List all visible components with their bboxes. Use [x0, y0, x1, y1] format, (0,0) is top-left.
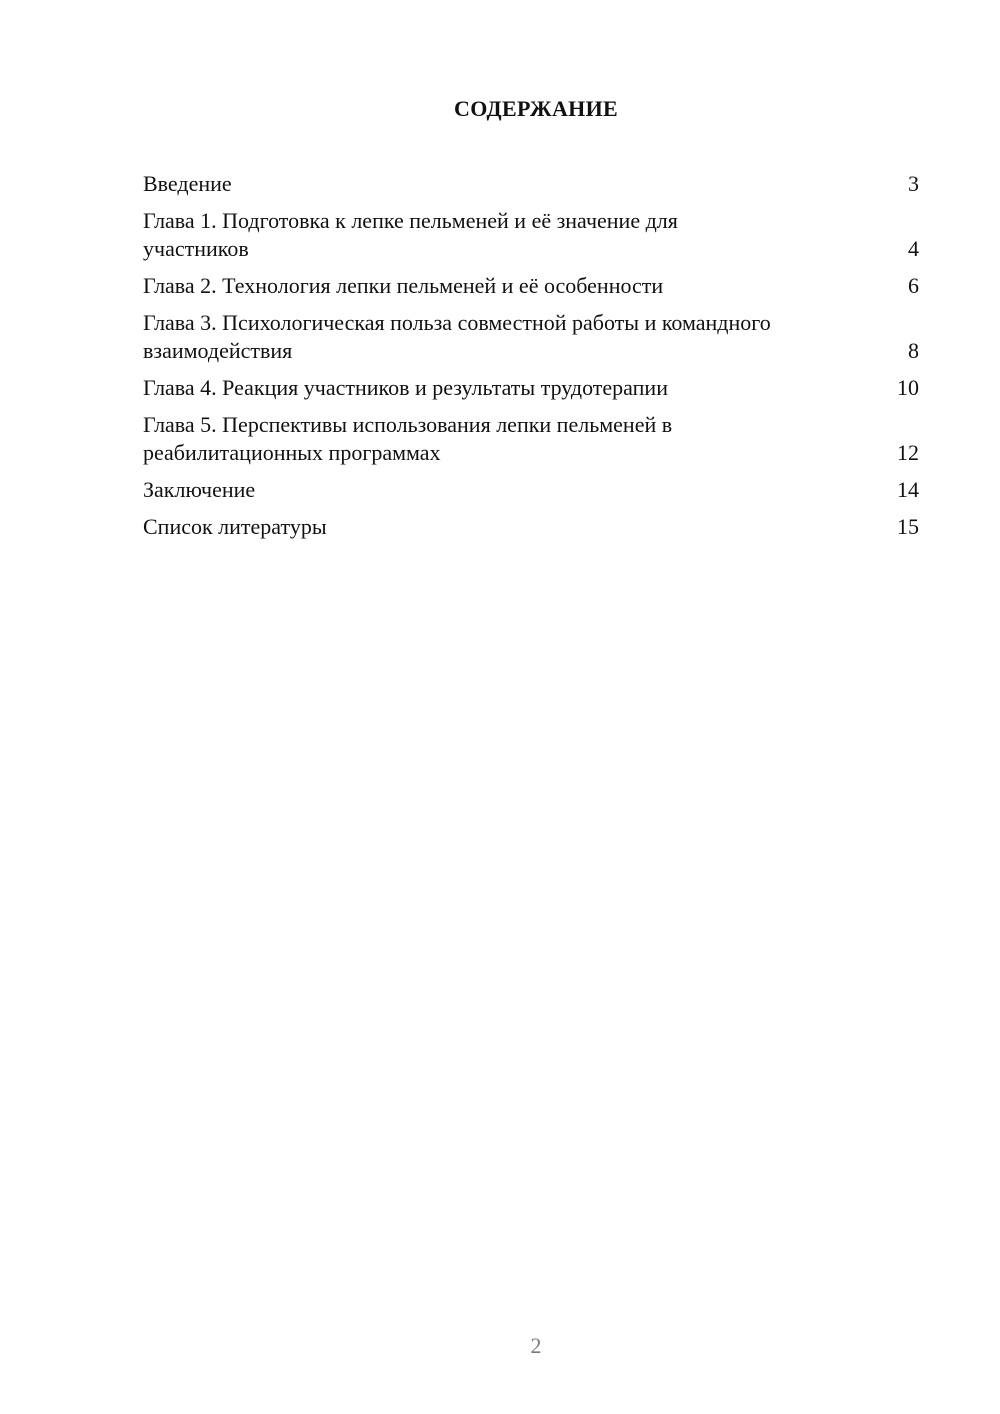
toc-item-label: Глава 3. Психологическая польза совместной работы и командного взаимодействия	[143, 310, 771, 363]
toc-item-chapter-1[interactable]	[143, 207, 919, 263]
toc-item-label: Глава 5. Перспективы использования лепки пельменей в реабилитационных программах	[143, 412, 673, 465]
toc-item-introduction[interactable]	[143, 170, 919, 198]
toc-item-references[interactable]	[143, 513, 919, 541]
toc-item-chapter-3[interactable]	[143, 309, 919, 365]
toc-item-page: 6	[908, 273, 919, 298]
toc-item-page: 14	[897, 477, 919, 502]
toc-item-label: Заключение	[143, 477, 256, 502]
toc-item-label: Список литературы	[143, 514, 327, 539]
toc-item-page: 10	[897, 375, 919, 400]
table-of-contents	[143, 170, 919, 550]
toc-item-label: Глава 2. Технология лепки пельменей и её особенности	[143, 273, 664, 298]
toc-title: СОДЕРЖАНИЕ	[454, 96, 618, 121]
toc-item-chapter-4[interactable]	[143, 374, 919, 402]
toc-item-page: 8	[908, 338, 919, 363]
toc-item-page: 3	[908, 171, 919, 196]
page-number: 2	[530, 1333, 542, 1358]
toc-item-conclusion[interactable]	[143, 476, 919, 504]
toc-item-chapter-5[interactable]	[143, 411, 919, 467]
toc-item-page: 15	[897, 514, 919, 539]
toc-item-label: Введение	[143, 171, 232, 196]
toc-item-page: 12	[897, 440, 919, 465]
toc-item-label: Глава 4. Реакция участников и результаты трудотерапии	[143, 375, 668, 400]
toc-item-label: Глава 1. Подготовка к лепке пельменей и её значение для участников	[143, 208, 678, 261]
toc-item-page: 4	[908, 236, 919, 261]
toc-item-chapter-2[interactable]	[143, 272, 919, 300]
